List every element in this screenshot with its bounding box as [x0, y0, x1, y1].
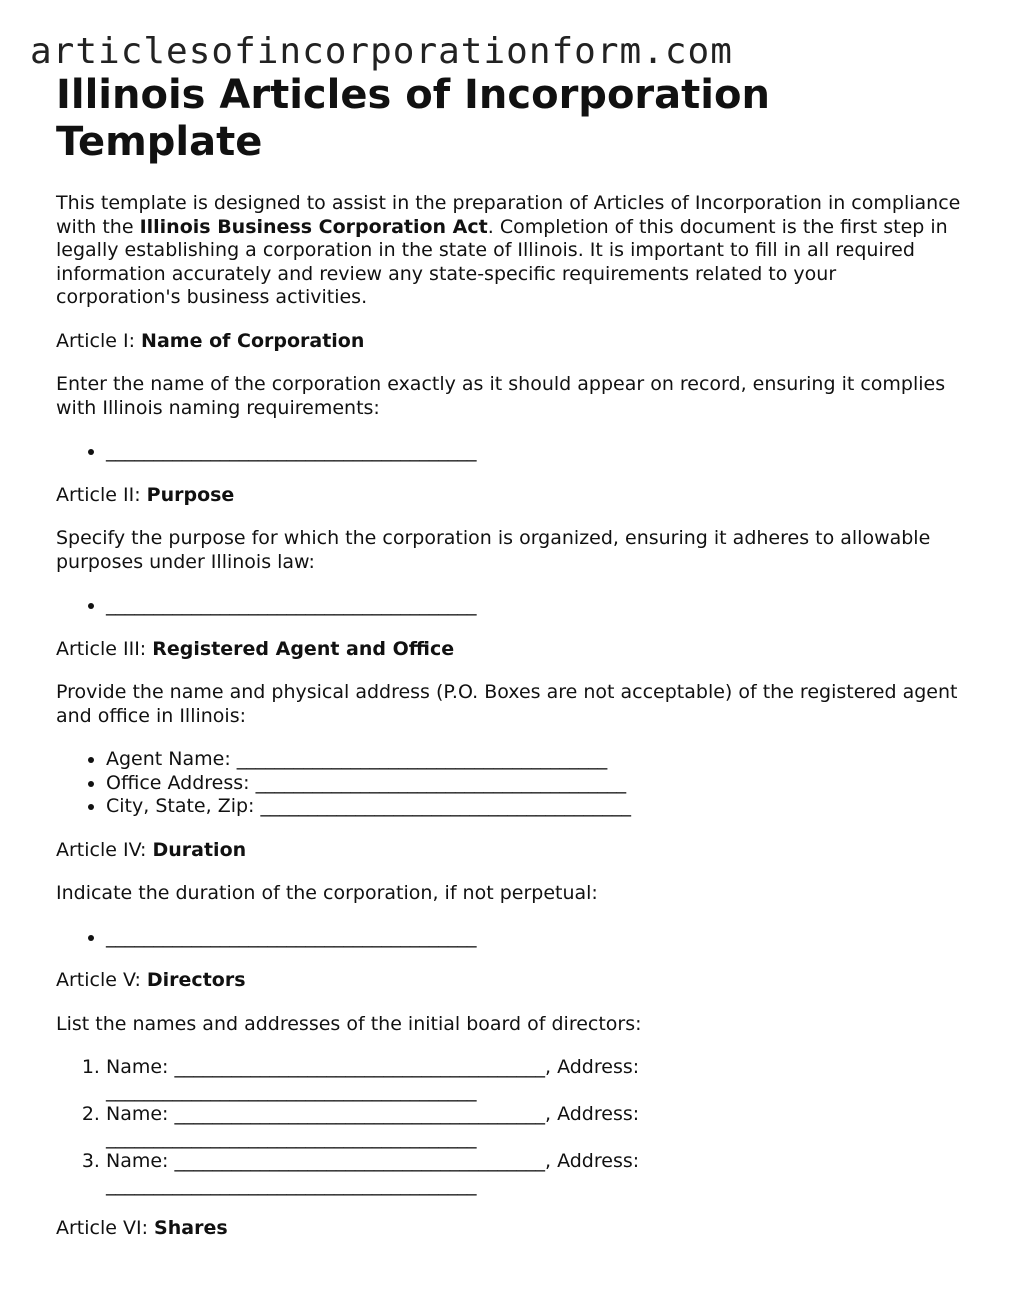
article-2-description: Specify the purpose for which the corporation is organized, ensuring it adheres to allowable purposes under Illinois law: [56, 527, 931, 573]
intro-paragraph: This template is designed to assist in the preparation of Articles of Incorporation in compliance with the Illinois Business Corporation Act. Completion of this document is the first step in legally establishing a corporation in the state of Illinois. It is important to fill in all required information accurately and review any state-specific requirements related to your corporation's business activities. [56, 192, 961, 308]
article-3-list [56, 748, 966, 819]
article-3-heading: Article III: Registered Agent and Office [56, 637, 455, 660]
agent-name-blank[interactable]: _______________________________________ [236, 748, 608, 770]
article-4-heading: Article IV: Duration [56, 838, 247, 861]
director-address-blank[interactable]: _______________________________________ [106, 1126, 477, 1149]
director-name-blank[interactable]: _______________________________________ [174, 1056, 545, 1078]
director-item: 2. Name: _______________________________________, Address: _______________________________________ [106, 1103, 966, 1150]
article-3-description: Provide the name and physical address (P.O. Boxes are not acceptable) of the registered agent and office in Illinois: [56, 681, 958, 727]
article-4-list [56, 926, 966, 950]
page-title: Illinois Articles of Incorporation Template [56, 72, 770, 165]
list-item [106, 594, 966, 618]
article-4-description: Indicate the duration of the corporation, if not perpetual: [56, 882, 598, 904]
article-5-description: List the names and addresses of the initial board of directors: [56, 1012, 642, 1035]
director-address-blank[interactable]: _______________________________________ [106, 1079, 477, 1102]
site-watermark: articlesofincorporationform.com [30, 31, 733, 72]
act-name: Illinois Business Corporation Act [139, 215, 488, 238]
agent-name-item: • Agent Name: _______________________________________ [106, 748, 966, 772]
article-1-heading: Article I: Name of Corporation [56, 329, 365, 352]
city-state-zip-item: • City, State, Zip: _______________________________________ [106, 795, 966, 819]
director-item: 3. Name: _______________________________________, Address: _______________________________________ [106, 1150, 966, 1197]
city-state-zip-blank[interactable]: _______________________________________ [260, 795, 631, 817]
blank-line[interactable]: _______________________________________ [106, 440, 477, 462]
list-item [106, 926, 966, 950]
article-6-heading: Article VI: Shares [56, 1217, 228, 1239]
office-address-blank[interactable]: _______________________________________ [255, 771, 627, 794]
article-1-description: Enter the name of the corporation exactly as it should appear on record, ensuring it complies with Illinois naming requirements: [56, 373, 946, 419]
director-address-blank[interactable]: _______________________________________ [106, 1173, 477, 1196]
director-name-blank[interactable]: _______________________________________ [174, 1150, 545, 1172]
list-item [106, 440, 966, 464]
director-item: 1. Name: _______________________________________, Address: _______________________________________ [106, 1056, 966, 1103]
directors-list [56, 1056, 966, 1197]
office-address-item: • Office Address: _______________________________________ [106, 772, 966, 796]
article-5-heading: Article V: Directors [56, 969, 246, 991]
article-1-list [56, 440, 966, 464]
blank-line[interactable]: _______________________________________ [106, 925, 477, 948]
director-name-blank[interactable]: _______________________________________ [174, 1103, 545, 1125]
article-2-list [56, 594, 966, 618]
blank-line[interactable]: _______________________________________ [106, 594, 477, 616]
document-body [56, 72, 966, 1261]
article-2-heading: Article II: Purpose [56, 483, 235, 506]
